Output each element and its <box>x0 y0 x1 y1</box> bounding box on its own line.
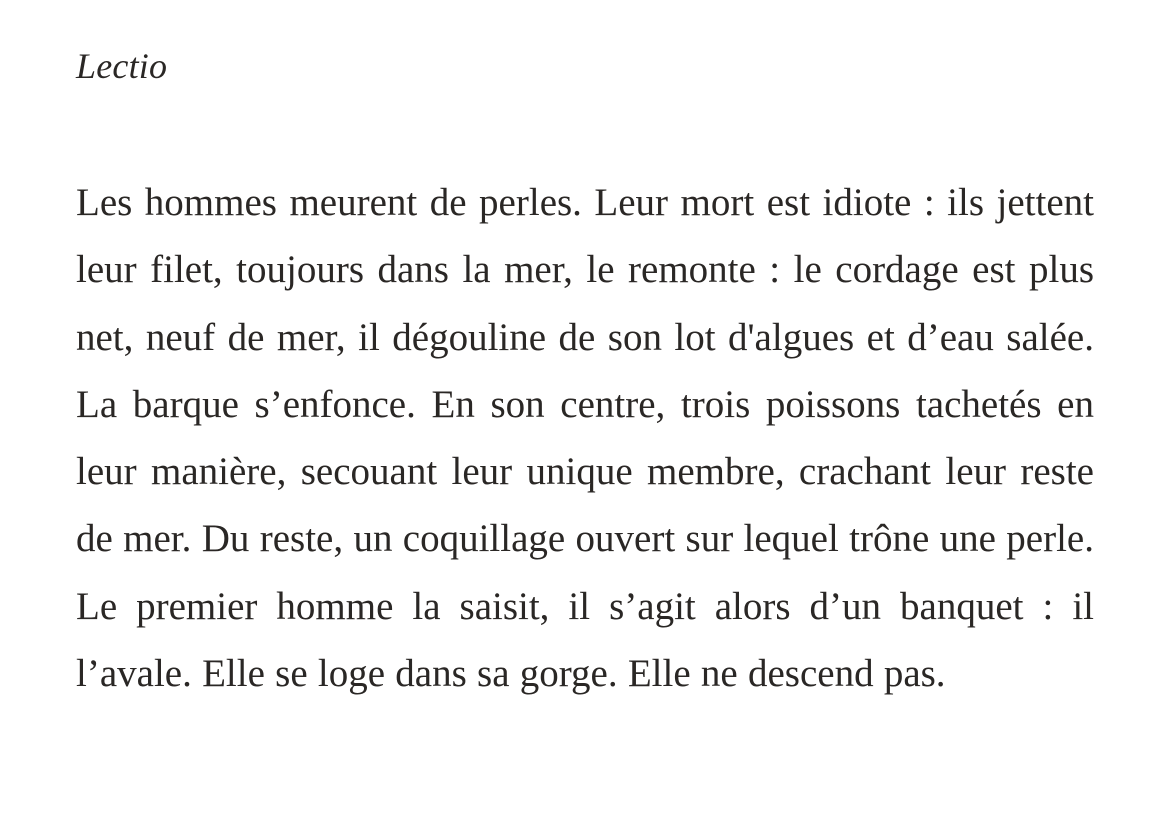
section-title: Lectio <box>76 46 168 86</box>
body-paragraph: Les hommes meurent de perles. Leur mort est idiote : ils jettent leur filet, toujours dans la mer, le remonte : le cordage est plus net, neuf de mer, il dégouline de son lot d'algues et d’eau salée. La barque s’enfonce. En son centre, trois poissons tachetés en leur manière, secouant leur unique membre, crachant leur reste de mer. Du reste, un coquillage ouvert sur lequel trône une perle. Le premier homme la saisit, il s’agit alors d’un banquet : il l’avale. Elle se loge dans sa gorge. Elle ne descend pas. <box>76 181 1094 696</box>
